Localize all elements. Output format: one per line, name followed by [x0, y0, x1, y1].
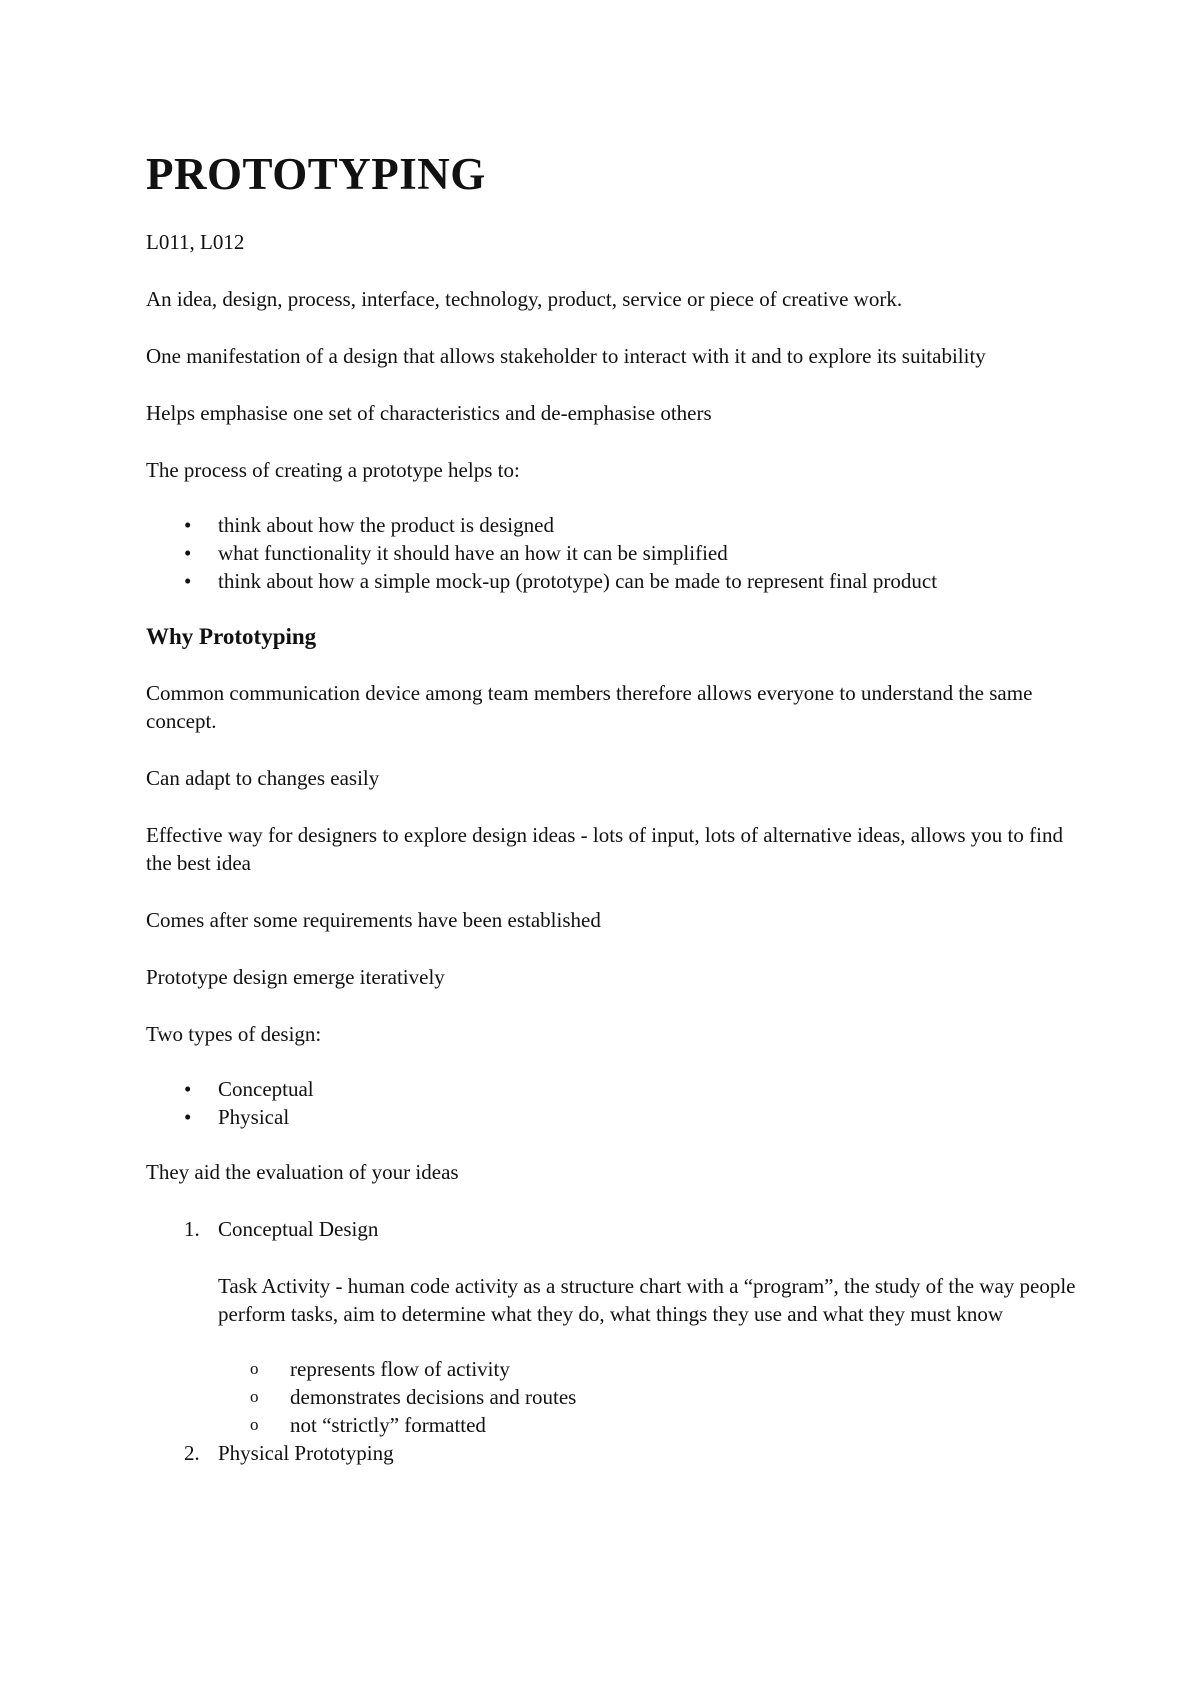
- numbered-item: [146, 1439, 1076, 1467]
- list-item: [146, 539, 1076, 567]
- why-paragraph: Effective way for designers to explore design ideas - lots of input, lots of alternative ideas, allows you to find the best idea: [146, 823, 1063, 875]
- why-paragraph: Comes after some requirements have been established: [146, 908, 601, 932]
- numbered-item-title: Physical Prototyping: [218, 1441, 394, 1465]
- why-paragraph: Two types of design:: [146, 1022, 322, 1046]
- design-types-list: [146, 1075, 1076, 1131]
- module-codes: L011, L012: [146, 230, 245, 254]
- why-paragraph: Can adapt to changes easily: [146, 766, 380, 790]
- hollow-bullet-icon: o: [250, 1387, 259, 1406]
- list-item-text: what functionality it should have an how it can be simplified: [218, 541, 728, 565]
- section-heading-why: Why Prototyping: [146, 624, 317, 649]
- item-number: 1.: [184, 1217, 200, 1241]
- sub-bullet-list: [218, 1355, 1076, 1439]
- definition-paragraph: An idea, design, process, interface, technology, product, service or piece of creative work.: [146, 287, 903, 311]
- list-item: [146, 511, 1076, 539]
- hollow-bullet-icon: o: [250, 1415, 259, 1434]
- bullet-icon: •: [184, 1077, 192, 1101]
- bullet-icon: •: [184, 1105, 192, 1129]
- item-number: 2.: [184, 1441, 200, 1465]
- sub-list-item-text: represents flow of activity: [290, 1357, 510, 1381]
- numbered-item-body: Task Activity - human code activity as a structure chart with a “program”, the study of the way people perform tasks, aim to determine what they do, what things they use and what they must know: [218, 1274, 1076, 1326]
- why-paragraph: Prototype design emerge iteratively: [146, 965, 445, 989]
- process-bullet-list: [146, 511, 1076, 595]
- sub-list-item-text: demonstrates decisions and routes: [290, 1385, 577, 1409]
- evaluation-paragraph: They aid the evaluation of your ideas: [146, 1160, 459, 1184]
- sub-list-item: [218, 1383, 1076, 1411]
- bullet-icon: •: [184, 513, 192, 537]
- list-item-text: Physical: [218, 1105, 290, 1129]
- numbered-list: [146, 1215, 1076, 1467]
- numbered-item: [146, 1215, 1076, 1439]
- sub-list-item-text: not “strictly” formatted: [290, 1413, 486, 1437]
- list-item: [146, 1103, 1076, 1131]
- hollow-bullet-icon: o: [250, 1359, 259, 1378]
- page-title: PROTOTYPING: [146, 149, 486, 199]
- manifestation-paragraph: One manifestation of a design that allows stakeholder to interact with it and to explore its suitability: [146, 344, 986, 368]
- numbered-item-title: Conceptual Design: [218, 1217, 379, 1241]
- document-body: [146, 146, 1076, 1467]
- list-item-text: Conceptual: [218, 1077, 314, 1101]
- sub-list-item: [218, 1411, 1076, 1439]
- list-item: [146, 567, 1076, 595]
- list-item: [146, 1075, 1076, 1103]
- why-paragraph: Common communication device among team members therefore allows everyone to understand the same concept.: [146, 681, 1033, 733]
- process-intro: The process of creating a prototype helps to:: [146, 458, 520, 482]
- list-item-text: think about how the product is designed: [218, 513, 554, 537]
- emphasis-paragraph: Helps emphasise one set of characteristics and de-emphasise others: [146, 401, 712, 425]
- bullet-icon: •: [184, 541, 192, 565]
- list-item-text: think about how a simple mock-up (prototype) can be made to represent final product: [218, 569, 938, 593]
- bullet-icon: •: [184, 569, 192, 593]
- sub-list-item: [218, 1355, 1076, 1383]
